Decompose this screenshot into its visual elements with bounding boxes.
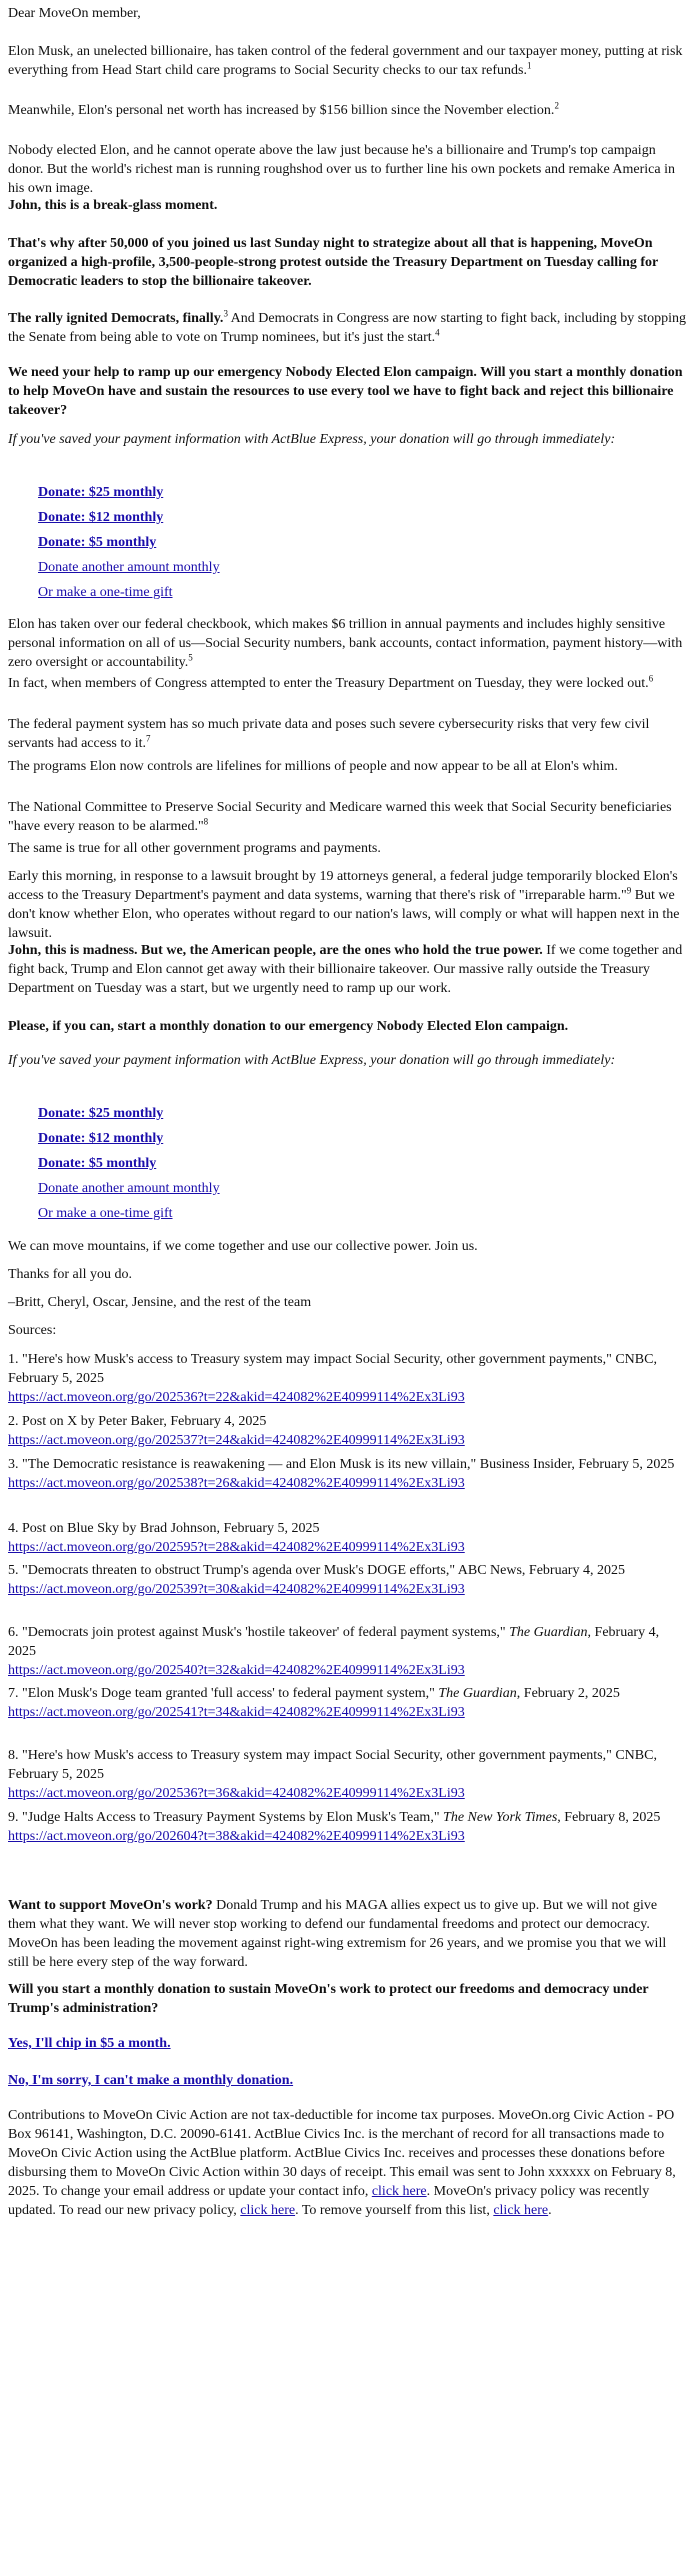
paragraph-nobody-elected: Nobody elected Elon, and he cannot operate above the law just because he's a billionaire and Trump's top campaign donor. But the world's richest man is running roughshod over us to further line his own pockets and remake America in his own image.	[8, 143, 676, 196]
paragraph-takeover: Elon Musk, an unelected billionaire, has taken control of the federal government and our taxpayer money, putting at risk everything from Head Start child care programs to Social Security checks to our tax refunds.$^1$	[8, 44, 683, 78]
unsubscribe-link[interactable]: click here	[493, 2203, 549, 2218]
donate-25-monthly-link[interactable]: Donate: $25 monthly	[38, 485, 164, 500]
update-contact-link[interactable]: click here	[371, 2184, 427, 2199]
paragraph-please-donate: Please, if you can, start a monthly donation to our emergency Nobody Elected Elon campaign.	[8, 1019, 569, 1034]
paragraph-rally: The rally ignited Democrats, finally.$^3$ And Democrats in Congress are now starting to fight back, including by stopping the Senate from being able to vote on Trump nominees, but it's just the start.$^4$	[8, 308, 686, 345]
source-link[interactable]: https://act.moveon.org/go/202538?t=26&akid=424082%2E40999114%2Ex3Li93	[8, 1476, 465, 1491]
footnote-ref-4: 4	[435, 327, 440, 338]
source-item: 5. "Democrats threaten to obstruct Trump's agenda over Musk's DOGE efforts," ABC News, February 4, 2025 https://act.moveon.org/go/202539?t=30&akid=424082%2E40999114%2Ex3Li93	[8, 1563, 625, 1597]
paragraph-move-mountains: We can move mountains, if we come together and use our collective power. Join us.	[8, 1239, 478, 1254]
source-link[interactable]: https://act.moveon.org/go/202541?t=34&akid=424082%2E40999114%2Ex3Li93	[8, 1705, 465, 1720]
footer-disclaimer: Contributions to MoveOn Civic Action are not tax-deductible for income tax purposes. MoveOn.org Civic Action - PO Box 96141, Washington, D.C. 20090-6141. ActBlue Civics Inc. is the merchant of record for all transactions made to MoveOn Civic Action using the ActBlue platform. ActBlue Civics Inc. receives and processes these donations before disbursing them to MoveOn Civic Action within 30 days of receipt. This email was sent to John xxxxxx on February 8, 2025. To change your email address or update your contact info, click here. MoveOn's privacy policy was recently updated. To read our new privacy policy, click here. To remove yourself from this list, click here.	[8, 2108, 676, 2218]
source-item: 7. "Elon Musk's Doge team granted 'full access' to federal payment system," The Guardian, February 2, 2025 https://act.moveon.org/go/202541?t=34&akid=424082%2E40999114%2Ex3Li93	[8, 1686, 620, 1720]
donate-25-monthly-link-2[interactable]: Donate: $25 monthly	[38, 1106, 164, 1121]
paragraph-social-security: The National Committee to Preserve Social Security and Medicare warned this week that Social Security beneficiaries "have every reason to be alarmed."$^8$	[8, 800, 672, 834]
privacy-policy-link[interactable]: click here	[240, 2203, 296, 2218]
source-item: 3. "The Democratic resistance is reawakening — and Elon Musk is its new villain," Business Insider, February 5, 2025 https://act.moveon.org/go/202538?t=26&akid=424082%2E40999114%2Ex3Li93	[8, 1457, 675, 1491]
paragraph-thanks: Thanks for all you do.	[8, 1267, 133, 1282]
signature: –Britt, Cheryl, Oscar, Jensine, and the rest of the team	[8, 1295, 312, 1310]
source-item: 6. "Democrats join protest against Musk's 'hostile takeover' of federal payment systems," The Guardian, February 4, 2025 https://act.moveon.org/go/202540?t=32&akid=424082%2E40999114%2Ex3Li93	[8, 1625, 660, 1678]
paragraph-same-true: The same is true for all other government programs and payments.	[8, 841, 381, 856]
donate-other-amount-link-2[interactable]: Donate another amount monthly	[38, 1181, 220, 1196]
paragraph-lawsuit: Early this morning, in response to a lawsuit brought by 19 attorneys general, a federal judge temporarily blocked Elon's access to the Treasury Department's payment and data systems, warning that there's risk of "irreparable harm."$^9$ But we don't know whether Elon, who operates without regard to our nation's laws, will comply or what will happen next in the lawsuit.	[8, 869, 680, 941]
footnote-ref-6: 6	[648, 673, 654, 684]
paragraph-lifelines: The programs Elon now controls are lifelines for millions of people and now appear to be all at Elon's whim.	[8, 759, 618, 774]
paragraph-support: Want to support MoveOn's work? Donald Trump and his MAGA allies expect us to give up. But we will not give them what they want. We will never stop working to defend our fundamental freedoms and protect our democracy. MoveOn has been leading the movement against right-wing extremism for 26 years, and we promise you that we will still be here every step of the way forward.	[8, 1898, 667, 1970]
footnote-ref-7: 7	[146, 733, 151, 744]
yes-paragraph	[8, 2034, 688, 2053]
paragraph-locked-out: In fact, when members of Congress attempted to enter the Treasury Department on Tuesday, they were locked out.$^6$	[8, 673, 654, 691]
source-link[interactable]: https://act.moveon.org/go/202536?t=22&akid=424082%2E40999114%2Ex3Li93	[8, 1390, 465, 1405]
source-link[interactable]: https://act.moveon.org/go/202595?t=28&akid=424082%2E40999114%2Ex3Li93	[8, 1540, 465, 1555]
paragraph-campaign-ask: We need your help to ramp up our emergency Nobody Elected Elon campaign. Will you start a monthly donation to help MoveOn have and sustain the resources to use every tool we have to fight back and reject this billionaire takeover?	[8, 365, 683, 418]
sources-label: Sources:	[8, 1323, 57, 1338]
no-monthly-link[interactable]: No, I'm sorry, I can't make a monthly donation.	[8, 2073, 294, 2088]
source-link[interactable]: https://act.moveon.org/go/202540?t=32&akid=424082%2E40999114%2Ex3Li93	[8, 1663, 465, 1678]
footnote-ref-2: 2	[554, 100, 559, 111]
paragraph-sustain-ask: Will you start a monthly donation to sustain MoveOn's work to protect our freedoms and democracy under Trump's administration?	[8, 1982, 649, 2016]
paragraph-break-glass: John, this is a break-glass moment.	[8, 198, 218, 213]
greeting: Dear MoveOn member,	[8, 6, 141, 21]
footnote-ref-3: 3	[223, 308, 228, 319]
donate-5-monthly-link-2[interactable]: Donate: $5 monthly	[38, 1156, 157, 1171]
source-link[interactable]: https://act.moveon.org/go/202604?t=38&akid=424082%2E40999114%2Ex3Li93	[8, 1829, 465, 1844]
footnote-ref-1: 1	[527, 60, 532, 71]
paragraph-checkbook: Elon has taken over our federal checkbook, which makes $6 trillion in annual payments and includes highly sensitive personal information on all of us—Social Security numbers, bank accounts, contact information, payment history—with zero oversight or accountability.$^5$	[8, 617, 683, 670]
donate-12-monthly-link-2[interactable]: Donate: $12 monthly	[38, 1131, 164, 1146]
source-item: 8. "Here's how Musk's access to Treasury system may impact Social Security, other government payments," CNBC, February 5, 2025 https://act.moveon.org/go/202536?t=36&akid=424082%2E40999114%2Ex3Li93	[8, 1748, 657, 1801]
one-time-gift-link-2[interactable]: Or make a one-time gift	[38, 1206, 173, 1221]
source-item: 4. Post on Blue Sky by Brad Johnson, February 5, 2025 https://act.moveon.org/go/202595?t=28&akid=424082%2E40999114%2Ex3Li93	[8, 1521, 465, 1555]
source-item: 1. "Here's how Musk's access to Treasury system may impact Social Security, other government payments," CNBC, February 5, 2025 https://act.moveon.org/go/202536?t=22&akid=424082%2E40999114%2Ex3Li93	[8, 1352, 657, 1405]
source-item: 2. Post on X by Peter Baker, February 4, 2025 https://act.moveon.org/go/202537?t=24&akid=424082%2E40999114%2Ex3Li93	[8, 1414, 465, 1448]
paragraph-payment-system: The federal payment system has so much private data and poses such severe cybersecurity risks that very few civil servants had access to it.$^7$	[8, 717, 650, 751]
donate-12-monthly-link[interactable]: Donate: $12 monthly	[38, 510, 164, 525]
source-item: 9. "Judge Halts Access to Treasury Payment Systems by Elon Musk's Team," The New York Times, February 8, 2025 https://act.moveon.org/go/202604?t=38&akid=424082%2E40999114%2Ex3Li93	[8, 1810, 661, 1844]
actblue-note-2: If you've saved your payment information with ActBlue Express, your donation will go through immediately:	[8, 1053, 616, 1068]
one-time-gift-link[interactable]: Or make a one-time gift	[38, 585, 173, 600]
footnote-ref-5: 5	[188, 652, 193, 663]
yes-chip-in-link[interactable]: Yes, I'll chip in $5 a month.	[8, 2036, 171, 2051]
donate-5-monthly-link[interactable]: Donate: $5 monthly	[38, 535, 157, 550]
actblue-note: If you've saved your payment information with ActBlue Express, your donation will go through immediately:	[8, 432, 616, 447]
footnote-ref-9: 9	[626, 885, 632, 896]
source-link[interactable]: https://act.moveon.org/go/202536?t=36&akid=424082%2E40999114%2Ex3Li93	[8, 1786, 465, 1801]
footnote-ref-8: 8	[203, 816, 209, 827]
paragraph-protest: That's why after 50,000 of you joined us last Sunday night to strategize about all that is happening, MoveOn organized a high-profile, 3,500-people-strong protest outside the Treasury Department on Tuesday calling for Democratic leaders to stop the billionaire takeover.	[8, 236, 658, 289]
paragraph-net-worth: Meanwhile, Elon's personal net worth has increased by $156 billion since the November election.$^2$	[8, 100, 559, 118]
source-link[interactable]: https://act.moveon.org/go/202539?t=30&akid=424082%2E40999114%2Ex3Li93	[8, 1582, 465, 1597]
donate-other-amount-link[interactable]: Donate another amount monthly	[38, 560, 220, 575]
source-link[interactable]: https://act.moveon.org/go/202537?t=24&akid=424082%2E40999114%2Ex3Li93	[8, 1433, 465, 1448]
no-paragraph	[8, 2071, 688, 2090]
paragraph-true-power: John, this is madness. But we, the American people, are the ones who hold the true power. If we come together and fight back, Trump and Elon cannot get away with their billionaire takeover. Our massive rally outside the Treasury Department on Tuesday was a start, but we urgently need to ramp up our work.	[8, 943, 683, 996]
